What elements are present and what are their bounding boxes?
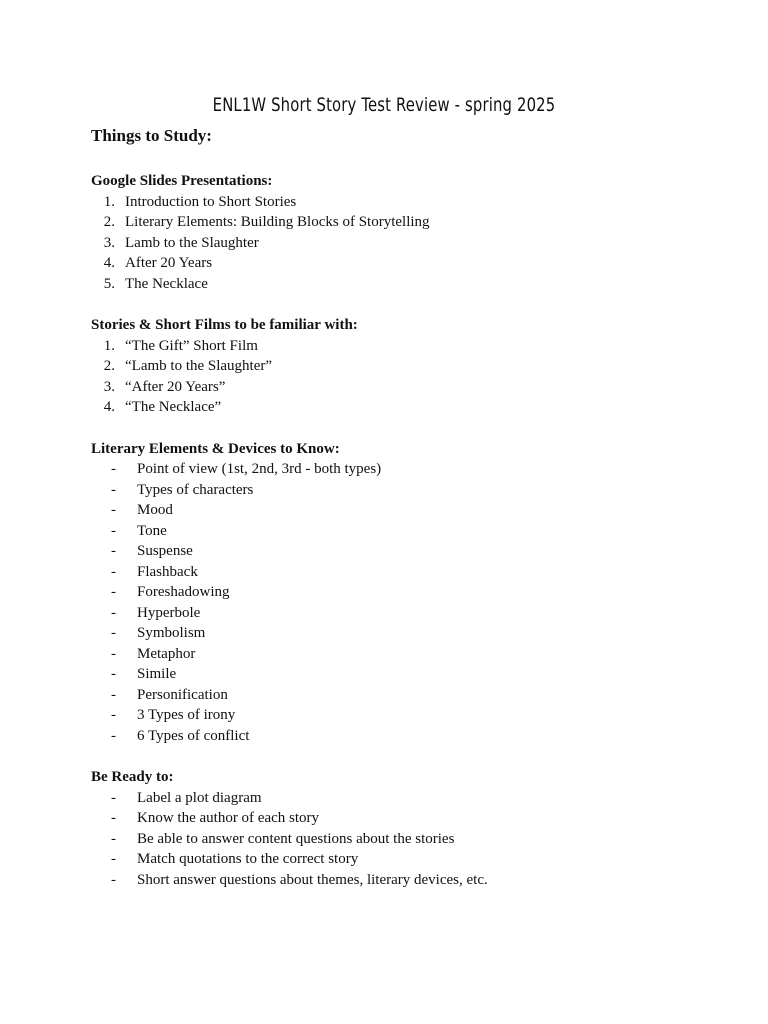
- list-number-marker: 3.: [103, 234, 115, 251]
- list-bullet-marker: -: [111, 584, 116, 600]
- list-item: [91, 603, 711, 624]
- list-item: [91, 685, 711, 706]
- list-number-marker: 3.: [103, 378, 115, 395]
- list-number-marker: 2.: [103, 358, 115, 374]
- list-bullet-marker: -: [111, 625, 116, 641]
- bullet-list: [91, 788, 711, 891]
- bullet-list: [91, 459, 711, 746]
- list-item-text: Label a plot diagram: [137, 789, 262, 806]
- list-number-marker: 1.: [103, 337, 115, 354]
- list-item-text: Personification: [137, 686, 228, 703]
- list-bullet-marker: -: [111, 686, 116, 703]
- things-to-study-heading: Things to Study:: [91, 126, 212, 145]
- list-item: [91, 521, 711, 542]
- list-item: [91, 562, 711, 583]
- list-item: [91, 397, 711, 418]
- list-bullet-marker: -: [111, 522, 116, 539]
- list-bullet-marker: -: [111, 666, 116, 682]
- section-heading: Be Ready to:: [91, 769, 174, 785]
- list-item: [91, 377, 711, 398]
- list-item: [91, 541, 711, 562]
- list-bullet-marker: -: [111, 789, 116, 806]
- numbered-list: [91, 336, 711, 418]
- list-number-marker: 4.: [103, 399, 115, 415]
- list-item-text: Match quotations to the correct story: [137, 851, 359, 867]
- list-item: [91, 253, 711, 274]
- list-bullet-marker: -: [111, 707, 116, 723]
- list-item: [91, 788, 711, 809]
- document-body: [91, 126, 711, 911]
- list-bullet-marker: -: [111, 604, 116, 621]
- list-item-text: Suspense: [137, 543, 193, 559]
- list-item: [91, 480, 711, 501]
- list-item-text: Tone: [137, 522, 167, 539]
- list-item-text: Metaphor: [137, 645, 196, 662]
- list-item-text: Lamb to the Slaughter: [125, 234, 259, 251]
- list-bullet-marker: -: [111, 727, 116, 744]
- list-item: [91, 356, 711, 377]
- list-item-text: Foreshadowing: [137, 584, 230, 600]
- list-item-text: Introduction to Short Stories: [125, 193, 297, 210]
- list-item-text: Be able to answer content questions about the stories: [137, 830, 455, 847]
- list-bullet-marker: -: [111, 502, 116, 518]
- section-heading: Literary Elements & Devices to Know:: [91, 440, 340, 457]
- list-item-text: Hyperbole: [137, 604, 201, 621]
- list-item-text: 3 Types of irony: [137, 707, 236, 723]
- list-item: [91, 644, 711, 665]
- list-item-text: Literary Elements: Building Blocks of Storytelling: [125, 214, 430, 230]
- list-item-text: “After 20 Years”: [125, 378, 226, 395]
- list-number-marker: 4.: [103, 255, 115, 271]
- list-item-text: Simile: [137, 666, 177, 682]
- section-heading: Stories & Short Films to be familiar with:: [91, 317, 358, 333]
- list-number-marker: 1.: [103, 193, 115, 210]
- list-item: [91, 705, 711, 726]
- list-item-text: After 20 Years: [125, 255, 213, 271]
- list-bullet-marker: -: [111, 830, 116, 847]
- list-bullet-marker: -: [111, 645, 116, 662]
- list-item: [91, 192, 711, 213]
- list-item-text: “Lamb to the Slaughter”: [125, 358, 273, 374]
- list-item-text: “The Gift” Short Film: [125, 337, 258, 354]
- list-item-text: The Necklace: [125, 275, 208, 292]
- list-item-text: Mood: [137, 502, 173, 518]
- list-item-text: Point of view (1st, 2nd, 3rd - both types): [137, 461, 382, 477]
- numbered-list: [91, 192, 711, 295]
- list-bullet-marker: -: [111, 563, 116, 580]
- list-bullet-marker: -: [111, 461, 116, 477]
- list-item: [91, 870, 711, 891]
- list-item-text: Short answer questions about themes, literary devices, etc.: [137, 871, 488, 888]
- list-item: [91, 726, 711, 747]
- list-bullet-marker: -: [111, 481, 116, 498]
- list-item: [91, 849, 711, 870]
- list-number-marker: 5.: [103, 275, 115, 292]
- list-item: [91, 336, 711, 357]
- list-item: [91, 623, 711, 644]
- list-item: [91, 829, 711, 850]
- list-item-text: “The Necklace”: [125, 399, 222, 415]
- list-item: [91, 212, 711, 233]
- list-item-text: 6 Types of conflict: [137, 727, 250, 744]
- list-item-text: Know the author of each story: [137, 810, 320, 826]
- list-item: [91, 459, 711, 480]
- list-item-text: Symbolism: [137, 625, 206, 641]
- list-bullet-marker: -: [111, 851, 116, 867]
- list-bullet-marker: -: [111, 871, 116, 888]
- list-item-text: Types of characters: [137, 481, 254, 498]
- list-bullet-marker: -: [111, 810, 116, 826]
- stories-section: [91, 315, 711, 418]
- list-item-text: Flashback: [137, 563, 198, 580]
- google-slides-section: [91, 171, 711, 294]
- list-bullet-marker: -: [111, 543, 116, 559]
- list-item: [91, 233, 711, 254]
- document-title: ENL1W Short Story Test Review - spring 2025: [212, 94, 556, 116]
- list-item: [91, 500, 711, 521]
- list-item: [91, 582, 711, 603]
- be-ready-section: [91, 767, 711, 890]
- list-item: [91, 664, 711, 685]
- list-number-marker: 2.: [103, 214, 115, 230]
- literary-elements-section: [91, 439, 711, 747]
- list-item: [91, 274, 711, 295]
- section-heading: Google Slides Presentations:: [91, 173, 273, 189]
- list-item: [91, 808, 711, 829]
